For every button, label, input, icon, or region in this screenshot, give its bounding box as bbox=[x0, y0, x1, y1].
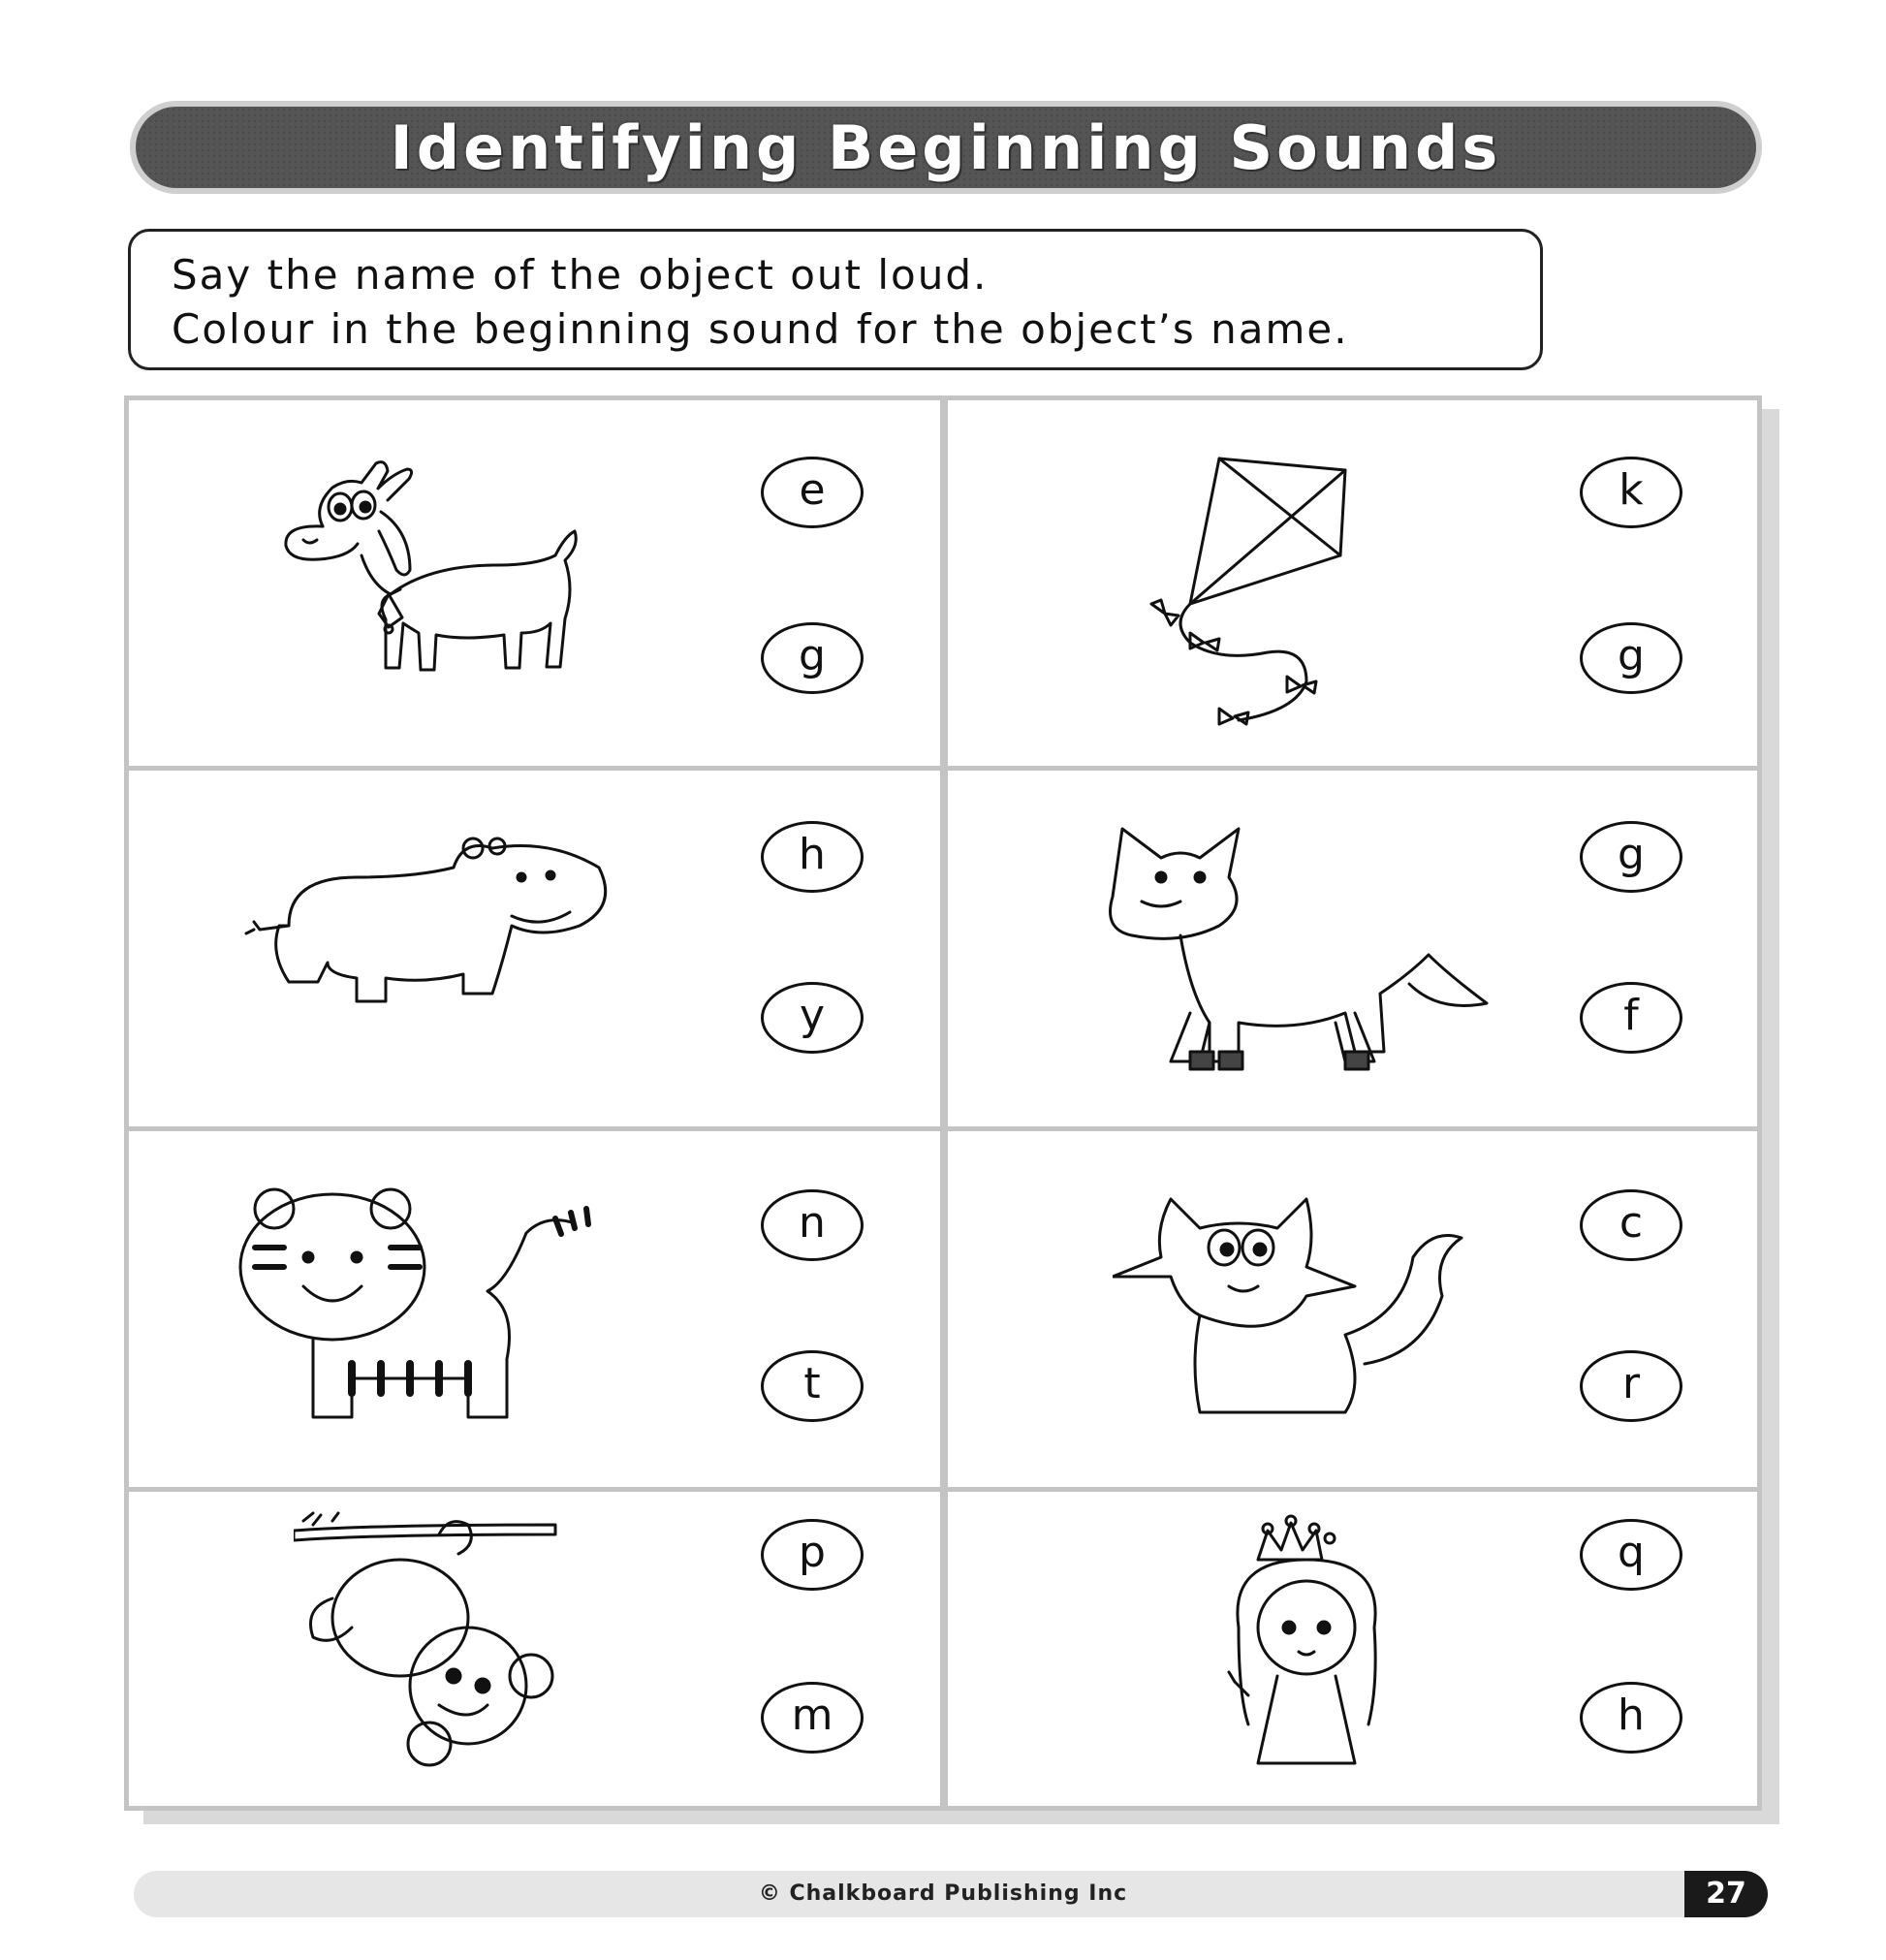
letter-option-f[interactable]: f bbox=[1580, 982, 1682, 1054]
letter-option-p[interactable]: p bbox=[761, 1519, 864, 1591]
item-fox bbox=[948, 771, 1757, 1126]
footer-bar bbox=[134, 1871, 1752, 1917]
goat-picture bbox=[245, 439, 613, 720]
hippo-picture bbox=[231, 819, 638, 1042]
item-kite bbox=[948, 400, 1757, 766]
instruction-line-1: Say the name of the object out loud. bbox=[172, 251, 989, 299]
letter-option-n[interactable]: n bbox=[761, 1189, 864, 1261]
letter-option-e[interactable]: e bbox=[761, 457, 864, 528]
worksheet-grid bbox=[124, 395, 1762, 1811]
page-number: 27 bbox=[1706, 1877, 1746, 1911]
title-banner bbox=[130, 101, 1762, 194]
instruction-line-2: Colour in the beginning sound for the object’s name. bbox=[172, 305, 1349, 353]
grid-divider-vertical bbox=[940, 400, 948, 1806]
item-goat bbox=[129, 400, 940, 766]
item-tiger bbox=[129, 1131, 940, 1487]
letter-option-m[interactable]: m bbox=[761, 1682, 864, 1754]
letter-option-k[interactable]: k bbox=[1580, 457, 1682, 528]
item-monkey bbox=[129, 1492, 940, 1806]
fox-picture bbox=[1103, 809, 1510, 1100]
letter-option-g[interactable]: g bbox=[1580, 622, 1682, 694]
queen-picture bbox=[1210, 1511, 1403, 1783]
letter-option-g[interactable]: g bbox=[761, 622, 864, 694]
letter-option-y[interactable]: y bbox=[761, 982, 864, 1054]
letter-option-h[interactable]: h bbox=[761, 821, 864, 893]
letter-option-g[interactable]: g bbox=[1580, 821, 1682, 893]
letter-option-t[interactable]: t bbox=[761, 1350, 864, 1422]
page-number-badge bbox=[1684, 1871, 1768, 1917]
monkey-picture bbox=[294, 1511, 604, 1792]
copyright-text: © Chalkboard Publishing Inc bbox=[758, 1881, 1128, 1906]
tiger-picture bbox=[236, 1170, 662, 1461]
letter-option-r[interactable]: r bbox=[1580, 1350, 1682, 1422]
letter-option-h[interactable]: h bbox=[1580, 1682, 1682, 1754]
page-title: Identifying Beginning Sounds bbox=[390, 111, 1502, 183]
letter-option-q[interactable]: q bbox=[1580, 1519, 1682, 1591]
item-cat bbox=[948, 1131, 1757, 1487]
letter-option-c[interactable]: c bbox=[1580, 1189, 1682, 1261]
instructions-box bbox=[128, 229, 1543, 370]
item-hippo bbox=[129, 771, 940, 1126]
item-queen bbox=[948, 1492, 1757, 1806]
kite-picture bbox=[1142, 449, 1374, 740]
cat-picture bbox=[1113, 1180, 1520, 1432]
